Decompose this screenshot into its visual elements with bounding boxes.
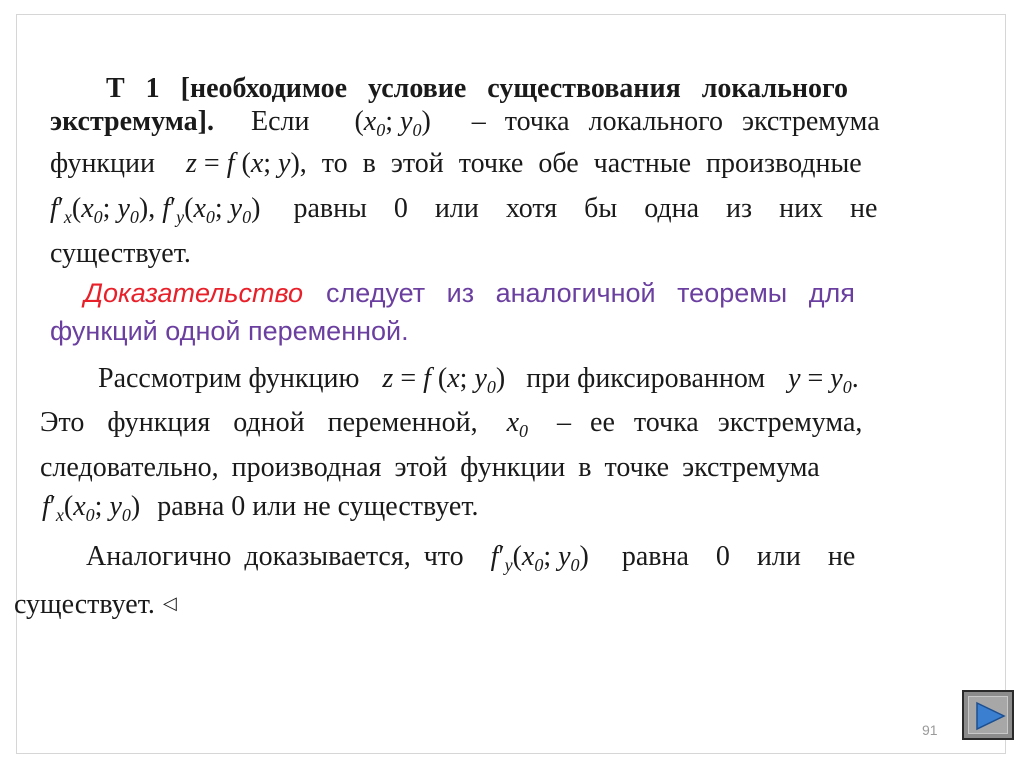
body-line-1 bbox=[98, 362, 960, 398]
proof-text-2: функций одной переменной. bbox=[50, 316, 409, 346]
body-analogously: Аналогично доказывается, что bbox=[86, 541, 464, 572]
body-fixed: при фиксированном bbox=[526, 363, 766, 394]
theorem-text-exists: существует. bbox=[50, 238, 191, 269]
formula-fixed-y-function: z = f (x; $y_0$) bbox=[382, 363, 506, 397]
body-equals-zero-2: равна 0 или не bbox=[621, 541, 856, 572]
theorem-line-4 bbox=[50, 192, 976, 228]
formula-x0: $x_0$ bbox=[506, 407, 529, 441]
page-number: 91 bbox=[922, 722, 938, 738]
proof-text-1: следует из аналогичной теоремы для bbox=[326, 278, 855, 308]
theorem-text-function: функции bbox=[50, 148, 155, 179]
theorem-text-equal: равны 0 или хотя бы одна из них не bbox=[293, 193, 878, 224]
body-line-3 bbox=[40, 451, 962, 485]
body-line-6 bbox=[14, 588, 177, 624]
theorem-text-if: Если bbox=[250, 106, 310, 137]
theorem-line-3 bbox=[50, 147, 976, 181]
proof-line-1 bbox=[84, 276, 954, 311]
qed-symbol: ◁ bbox=[162, 593, 177, 613]
next-slide-button[interactable] bbox=[962, 690, 1014, 740]
body-equals-zero: равна 0 или не существует. bbox=[157, 491, 479, 522]
formula-function: z = f (x; y) bbox=[186, 148, 300, 179]
theorem-line-5 bbox=[50, 237, 191, 271]
body-line-2 bbox=[40, 406, 962, 442]
body-exists: существует. bbox=[14, 589, 155, 620]
proof-line-2 bbox=[50, 314, 409, 349]
formula-fy-at-point: $f'_y(x_0$; $y_0$) bbox=[490, 541, 589, 575]
body-extremum-point: – ее точка экстремума, bbox=[557, 407, 863, 438]
theorem-heading bbox=[106, 72, 976, 106]
body-consequently: следовательно, производная этой функции в точке экстремума bbox=[40, 452, 820, 483]
body-consider: Рассмотрим функцию bbox=[98, 363, 360, 394]
theorem-text-partials: , то в этой точке обе частные производные bbox=[299, 148, 862, 179]
play-triangle-icon bbox=[973, 700, 1007, 732]
theorem-heading-cont: экстремума]. bbox=[50, 106, 214, 137]
body-line-4 bbox=[42, 490, 479, 526]
formula-fx-at-point: $f'_x(x_0$; $y_0$) bbox=[42, 491, 141, 525]
body-line-5 bbox=[86, 540, 956, 576]
body-one-var: Это функция одной переменной, bbox=[40, 407, 478, 438]
theorem-text-point: – точка локального экстремума bbox=[471, 106, 880, 137]
formula-partials: $f'_x(x_0$; $y_0$), $f'_y(x_0$; $y_0$) bbox=[50, 193, 261, 227]
formula-point: ($x_0$; $y_0$) bbox=[354, 106, 431, 140]
proof-label: Доказательство bbox=[84, 278, 304, 308]
formula-y-equals-y0: $y = y_0$. bbox=[788, 363, 859, 397]
theorem-heading-text: Т 1 [необходимое условие существования локального bbox=[106, 73, 849, 104]
theorem-line-2 bbox=[50, 105, 976, 141]
